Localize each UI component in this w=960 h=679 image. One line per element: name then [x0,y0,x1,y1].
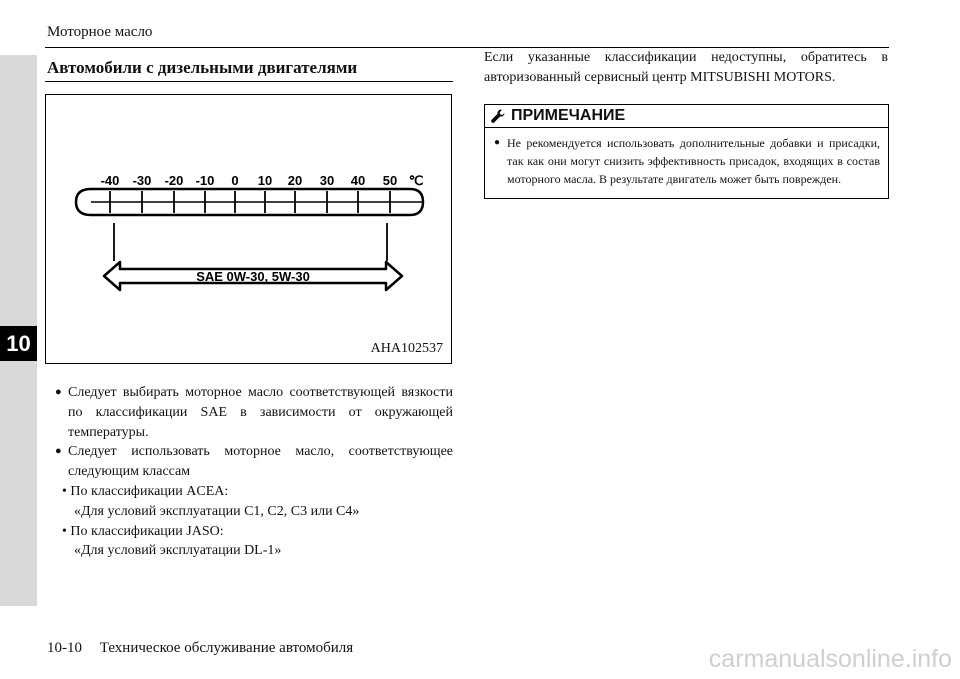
acea-label: • По классификации ACEA: [62,483,229,499]
left-body-text [55,383,453,561]
bullet-text: Следует использовать моторное масло, соответствующее следующим классам [68,444,453,480]
bullet-dot: ● [494,137,501,148]
scale-label: 10 [257,173,273,188]
scale-label: 40 [350,173,366,188]
running-title: Моторное масло [47,24,153,40]
scale-label: -40 [100,173,120,188]
chapter-tab: 10 [0,326,37,361]
scale-label: 20 [287,173,303,188]
footer-section-name: Техническое обслуживание автомобиля [99,640,354,656]
bullet-text: Следует выбирать моторное масло соответствующей вязкости по классификации SAE в зависимости от окружающей температуры. [68,385,453,440]
right-paragraph: Если указанные классификации недоступны, обратитесь в авторизованный сервисный центр MITSUBISHI MOTORS. [484,50,888,85]
watermark: carmanualsonline.info [708,645,952,673]
section-rule [45,81,453,82]
list-item [55,442,453,482]
wrench-icon [490,108,506,124]
scale-label: -20 [164,173,184,188]
scale-label: 50 [382,173,398,188]
note-body [485,128,888,188]
note-title: ПРИМЕЧАНИЕ [511,107,626,124]
section-title: Автомобили с дизельными двигателями [47,58,358,77]
scale-label: -10 [195,173,215,188]
scale-label: 0 [231,173,239,188]
scale-label: 30 [319,173,335,188]
viscosity-figure [45,94,452,364]
scale-label: -30 [132,173,152,188]
viscosity-range-label: SAE 0W-30, 5W-30 [196,269,310,284]
page-number: 10-10 [47,640,82,656]
bullet-dot: ● [55,386,62,398]
acea-value: «Для условий эксплуатации C1, C2, C3 или C4» [74,503,360,519]
figure-id: AHA102537 [370,341,443,356]
note-box [484,104,889,199]
bullet-dot: ● [55,445,62,458]
list-item [55,383,453,442]
page-footer [47,640,353,657]
jaso-label: • По классификации JASO: [62,523,224,539]
thermometer-diagram [46,95,451,363]
unit-label: ℃ [408,173,424,188]
note-header [485,105,888,128]
note-text: Не рекомендуется использовать дополнительные добавки и присадки, так как они могут снизить эффективность присадок, входящих в состав моторного масла. В результате двигатель может быть поврежден. [507,136,880,186]
jaso-value: «Для условий эксплуатации DL-1» [74,543,282,559]
